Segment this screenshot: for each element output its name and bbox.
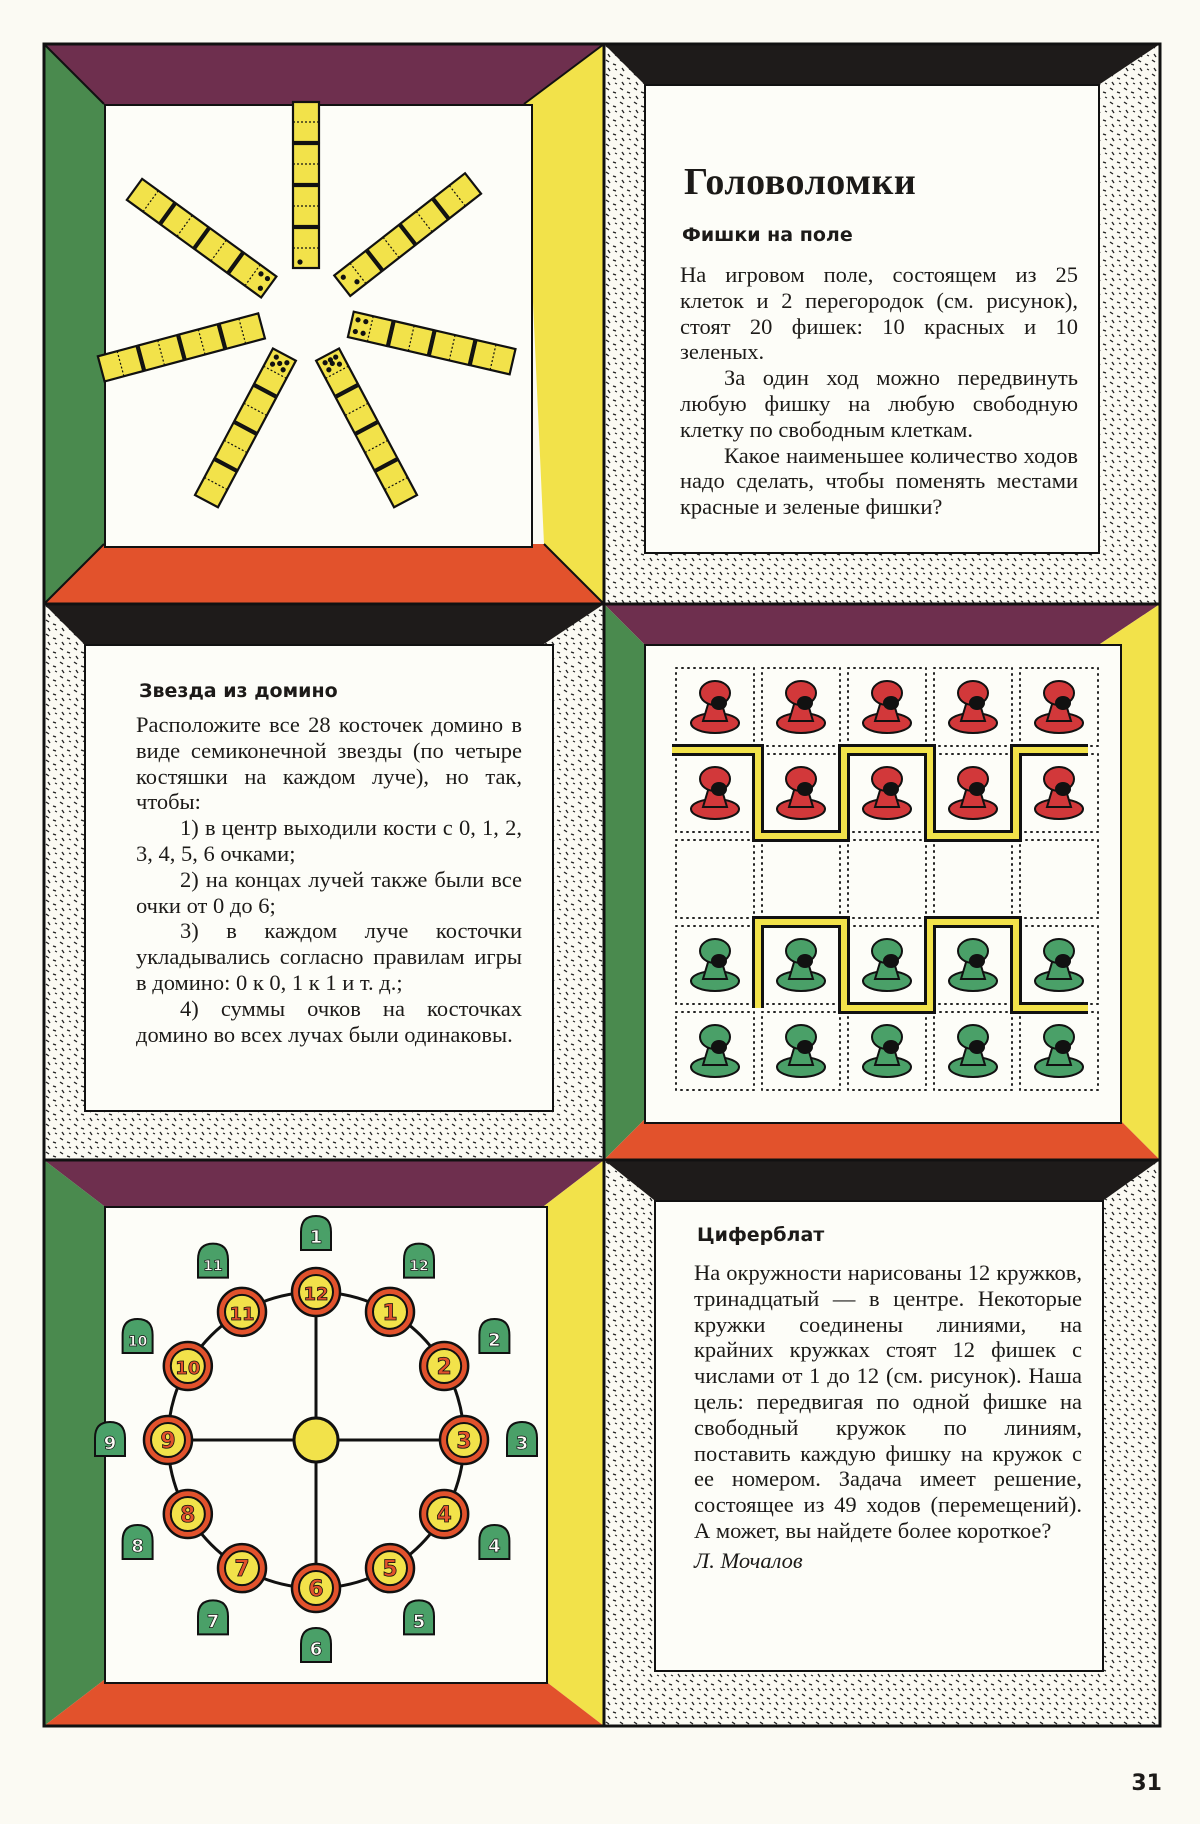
clock-circle-number: 6: [308, 1577, 324, 1602]
clock-circle: [420, 1342, 468, 1390]
green-chip: [777, 939, 825, 991]
number-token-label: 5: [412, 1611, 426, 1633]
number-token: [404, 1244, 434, 1278]
number-token-label: 10: [127, 1334, 148, 1350]
clock-circle: [292, 1268, 340, 1316]
number-token-label: 11: [203, 1258, 223, 1275]
page-title: Головоломки: [684, 161, 917, 203]
red-chip: [949, 681, 997, 733]
clock-illustration: [103, 1208, 546, 1682]
number-token: [404, 1600, 434, 1634]
number-token-label: 1: [309, 1227, 323, 1248]
intro-text-panel: [604, 44, 1160, 604]
puzzle3-heading: Циферблат: [697, 1224, 825, 1246]
domino-star-panel: [44, 44, 604, 604]
green-chip: [949, 939, 997, 991]
number-token-label: 6: [309, 1639, 323, 1660]
green-chip: [949, 1025, 997, 1077]
number-token: [479, 1319, 509, 1353]
red-chip: [691, 681, 739, 733]
clock-circle: [164, 1342, 212, 1390]
domino-ray: [195, 349, 296, 508]
clock-circle: [218, 1288, 266, 1336]
green-chip: [863, 1025, 911, 1077]
red-chip: [1035, 681, 1083, 733]
clock-circle: [164, 1490, 212, 1538]
green-chip: [691, 939, 739, 991]
domino-ray: [98, 313, 265, 381]
green-chip: [1035, 939, 1083, 991]
center-circle: [294, 1418, 338, 1462]
puzzle3-paragraph-1: На окружности нарисованы 12 кружков, тринадцатый — в центре. Некоторые кружки соединены линиями, на крайних кружках стоят 12 фишек с числами от 1 до 12 (см. рисунок). Наша цель: передвигая по одной фишке на свободный кружок по линиям, поставить каждую фишку на кружок с ее номером. Задача имеет решение, состоящее из 49 ходов (перемещений). А может, вы найдете более короткое?: [694, 1260, 1082, 1543]
puzzle2-heading: Звезда из домино: [139, 680, 338, 702]
clock-circle: [144, 1416, 192, 1464]
puzzle1-paragraph-1: На игровом поле, состоящем из 25 клеток и 2 перегородок (см. рисунок), стоят 20 фишек: 10 красных и 10 зеленых.: [680, 262, 1078, 365]
number-token-label: 3: [515, 1433, 529, 1454]
domino-ray: [334, 173, 481, 296]
clock-circle-number: 2: [436, 1355, 452, 1380]
number-token-label: 9: [103, 1433, 117, 1454]
green-chip: [691, 1025, 739, 1077]
clock-circle-number: 8: [180, 1503, 196, 1528]
green-chip: [777, 1025, 825, 1077]
author-signature: Л. Мочалов: [694, 1547, 803, 1573]
clock-circle: [440, 1416, 488, 1464]
board-cell: [762, 840, 840, 918]
number-token-label: 8: [131, 1536, 144, 1557]
number-token: [198, 1244, 228, 1278]
number-token: [123, 1319, 153, 1353]
board-cell: [934, 840, 1012, 918]
clock-circle-number: 7: [234, 1557, 250, 1583]
domino-ray: [127, 179, 277, 298]
number-token: [95, 1422, 125, 1456]
clock-circle: [366, 1544, 414, 1592]
clock-circle: [292, 1564, 340, 1612]
red-chip: [863, 681, 911, 733]
clock-circle: [366, 1288, 414, 1336]
number-token: [198, 1600, 228, 1634]
domino-star-illustration: [106, 106, 531, 546]
domino-ray: [293, 102, 319, 268]
domino-ray: [348, 312, 516, 375]
chips-board-panel: [604, 604, 1160, 1160]
clock-circle: [420, 1490, 468, 1538]
board-cell: [1020, 840, 1098, 918]
puzzle2-paragraph-4: 3) в каждом луче косточки укладывались согласно правилам игры в домино: 0 к 0, 1 к 1 и т. д.;: [136, 918, 522, 995]
red-chip: [777, 681, 825, 733]
clock-circle-number: 1: [382, 1300, 398, 1326]
domino-ray: [316, 349, 417, 508]
board-cell: [848, 840, 926, 918]
number-token-label: 12: [409, 1258, 429, 1275]
puzzle2-paragraph-5: 4) суммы очков на косточках домино во всех лучах были одинаковы.: [136, 995, 522, 1047]
number-token-label: 4: [488, 1536, 501, 1557]
clock-circle-number: 5: [382, 1557, 398, 1583]
clock-circle-number: 4: [436, 1503, 452, 1528]
puzzle2-paragraph-1: Расположите все 28 косточек домино в виде семиконечной звезды (по четыре костяшки на каждом луче), но так, чтобы:: [136, 712, 522, 815]
puzzle1-heading: Фишки на поле: [682, 224, 853, 246]
puzzle1-paragraph-2: За один ход можно передвинуть любую фишку на любую свободную клетку по свободным клеткам.: [680, 365, 1078, 442]
clock-text-panel: [604, 1160, 1160, 1726]
number-token: [479, 1525, 509, 1559]
puzzle1-paragraph-3: Какое наименьшее количество ходов надо сделать, чтобы поменять местами красные и зеленые фишки?: [680, 442, 1078, 520]
clock-circle-number: 3: [456, 1429, 472, 1454]
clock-panel: [44, 1160, 604, 1726]
domino-pip: [297, 259, 302, 264]
page-number: 31: [1131, 1771, 1162, 1796]
clock-circle: [218, 1544, 266, 1592]
number-token-label: 7: [206, 1611, 220, 1633]
red-chip: [863, 767, 911, 819]
clock-circle-number: 9: [160, 1429, 176, 1454]
red-chip: [1035, 767, 1083, 819]
red-chip: [777, 767, 825, 819]
number-token: [507, 1422, 537, 1456]
number-token: [301, 1216, 331, 1250]
number-token: [301, 1628, 331, 1662]
clock-circle-number: 12: [303, 1284, 329, 1305]
clock-circle-number: 11: [229, 1303, 255, 1325]
puzzle2-paragraph-2: 1) в центр выходили кости с 0, 1, 2, 3, 4, 5, 6 очками;: [136, 815, 522, 866]
red-chip: [691, 767, 739, 819]
number-token-label: 2: [488, 1330, 501, 1351]
puzzle2-paragraph-3: 2) на концах лучей также были все очки от 0 до 6;: [136, 866, 522, 918]
number-token: [123, 1525, 153, 1559]
domino-text-panel: [44, 604, 604, 1160]
red-chip: [949, 767, 997, 819]
green-chip: [1035, 1025, 1083, 1077]
board-cell: [676, 840, 754, 918]
clock-circle-number: 10: [175, 1358, 201, 1379]
chips-board-illustration: [646, 646, 1120, 1122]
green-chip: [863, 939, 911, 991]
